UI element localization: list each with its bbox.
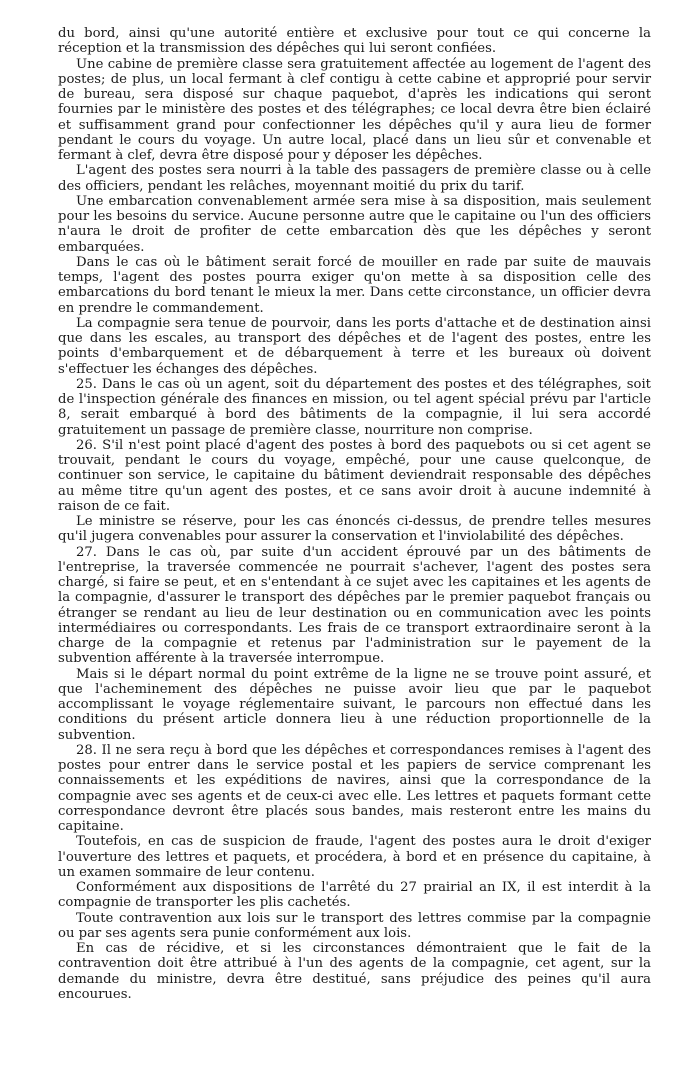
paragraph-recidive: En cas de récidive, et si les circonstances démontraient que le fait de la contravention doit être attribué à l'un des agents de la compagnie, cet agent, sur la demande du ministre, devra être destitué, sans préjudice des peines qu'il aura encourues. [58,941,651,1002]
paragraph-ministre: Le ministre se réserve, pour les cas énoncés ci-dessus, de prendre telles mesures qu'il jugera convenables pour assurer la conservation et l'inviolabilité des dépêches. [58,514,651,545]
paragraph-depart-normal: Mais si le départ normal du point extrême de la ligne ne se trouve point assuré, et que l'acheminement des dépêches ne puisse avoir lieu que par le paquebot accomplissant le voyage réglementaire suivant, le parcours non effectué dans les conditions du présent article donnera lieu à une réduction proportionnelle de la subvention. [58,666,651,743]
paragraph-plis-cachetes: Conformément aux dispositions de l'arrêté du 27 prairial an IX, il est interdit à la compagnie de transporter les plis cachetés. [58,880,651,911]
paragraph-cabine: Une cabine de première classe sera gratuitement affectée au logement de l'agent des postes; de plus, un local fermant à clef contigu à cette cabine et approprié pour servir de bureau, sera disposé sur chaque paquebot, d'après les indications qui seront fournies par le ministère des postes et des télégraphes; ce local devra être bien éclairé et suffisamment grand pour confectionner les dépêches qu'il y aura lieu de former pendant le cours du voyage. Un autre local, placé dans un lieu sûr et convenable et fermant à clef, devra être disposé pour y déposer les dépêches. [58,56,651,163]
paragraph-mauvais-temps: Dans le cas où le bâtiment serait forcé de mouiller en rade par suite de mauvais temps, l'agent des postes pourra exiger qu'on mette à sa disposition celle des embarcations du bord tenant le mieux la mer. Dans cette circonstance, un officier devra en prendre le commandement. [58,254,651,316]
paragraph-contravention: Toute contravention aux lois sur le transport des lettres commise par la compagnie ou par ses agents sera punie conformément aux lois. [58,910,651,941]
paragraph-nourriture: L'agent des postes sera nourri à la table des passagers de première classe ou à celle des officiers, pendant les relâches, moyennant moitié du prix du tarif. [58,163,651,194]
paragraph-transport-ports: La compagnie sera tenue de pourvoir, dans les ports d'attache et de destination ainsi que dans les escales, au transport des dépêches et de l'agent des postes, entre les points d'embarquement et de débarquement à terre et les bureaux où doivent s'effectuer les échanges des dépêches. [58,315,651,377]
document-page [58,26,651,1002]
paragraph-embarcation: Une embarcation convenablement armée sera mise à sa disposition, mais seulement pour les besoins du service. Aucune personne autre que le capitaine ou l'un des officiers n'aura le droit de profiter de cette embarcation dès que les dépêches y seront embarquées. [58,193,651,255]
paragraph-suspicion-fraude: Toutefois, en cas de suspicion de fraude, l'agent des postes aura le droit d'exiger l'ouverture des lettres et paquets, et procédera, à bord et en présence du capitaine, à un examen sommaire de leur contenu. [58,834,651,880]
paragraph-article-27: 27. Dans le cas où, par suite d'un accident éprouvé par un des bâtiments de l'entreprise, la traversée commencée ne pourrait s'achever, l'agent des postes sera chargé, si faire se peut, et en s'entendant à ce sujet avec les capitaines et les agents de la compagnie, d'assurer le transport des dépêches par le premier paquebot français ou étranger se rendant au lieu de leur destination ou en communication avec les points intermédiaires ou correspondants. Les frais de ce transport extraordinaire seront à la charge de la compagnie et retenus par l'administration sur le payement de la subvention afférente à la traversée interrompue. [58,544,651,667]
paragraph-continuation: du bord, ainsi qu'une autorité entière et exclusive pour tout ce qui concerne la réception et la transmission des dépêches qui lui seront confiées. [58,26,651,57]
paragraph-article-25: 25. Dans le cas où un agent, soit du département des postes et des télégraphes, soit de l'inspection générale des finances en mission, ou tel agent spécial prévu par l'article 8, serait embarqué à bord des bâtiments de la compagnie, il lui sera accordé gratuitement un passage de première classe, nourriture non comprise. [58,376,651,438]
paragraph-article-26: 26. S'il n'est point placé d'agent des postes à bord des paquebots ou si cet agent se trouvait, pendant le cours du voyage, empêché, pour une cause quelconque, de continuer son service, le capitaine du bâtiment deviendrait responsable des dépêches au même titre qu'un agent des postes, et ce sans avoir droit à aucune indemnité à raison de ce fait. [58,437,651,514]
paragraph-article-28: 28. Il ne sera reçu à bord que les dépêches et correspondances remises à l'agent des postes pour entrer dans le service postal et les papiers de service comprenant les connaissements et les expéditions de navires, ainsi que la correspondance de la compagnie avec ses agents et de ceux-ci avec elle. Les lettres et paquets formant cette correspondance devront être placés sous bandes, mais resteront entre les mains du capitaine. [58,742,651,834]
